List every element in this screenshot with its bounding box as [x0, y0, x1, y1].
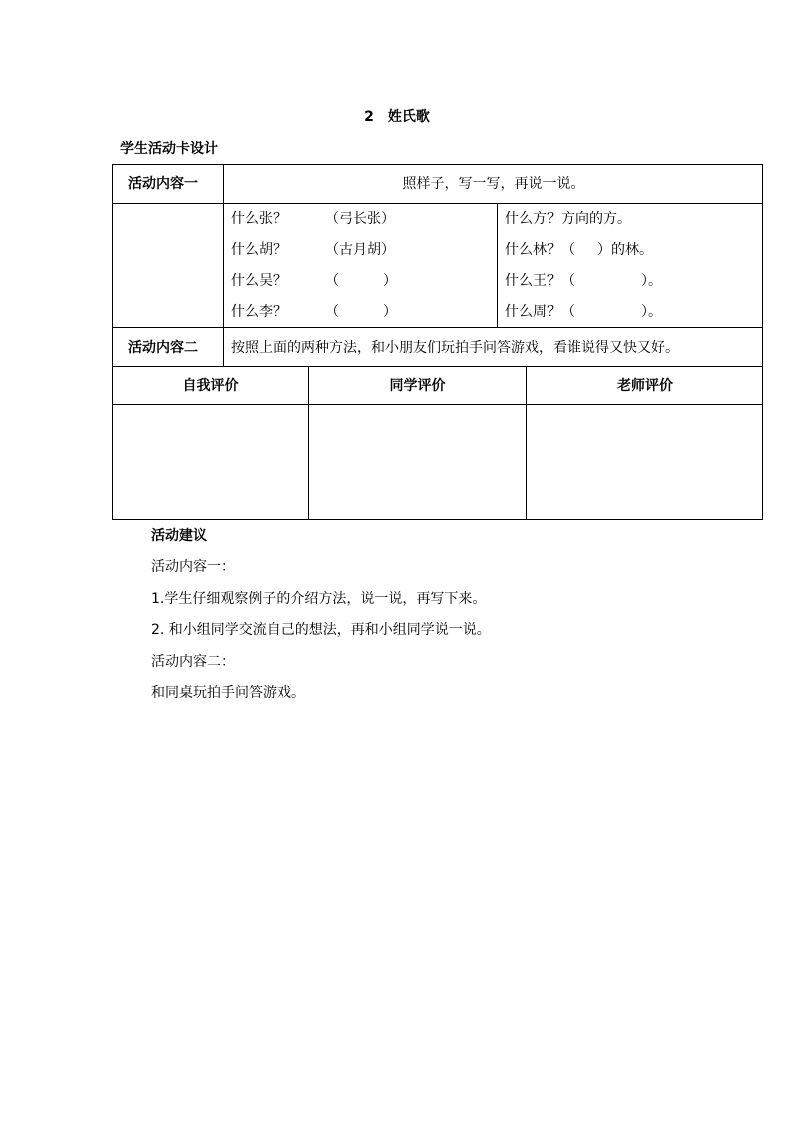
- teacher-evaluation-header: 老师评价: [617, 378, 673, 394]
- question-zhang: 什么张？: [231, 211, 287, 227]
- question-zhou: 什么周？（ ）。: [505, 304, 662, 320]
- question-li: 什么李？: [231, 304, 287, 320]
- answer-blank-li: （ ）: [325, 304, 397, 320]
- example-fang: 什么方？方向的方。: [505, 211, 631, 227]
- suggestions-part-one-label: 活动内容一：: [151, 559, 235, 575]
- table-divider: [497, 203, 498, 328]
- lesson-number: 2: [364, 109, 374, 125]
- answer-blank-wu: （ ）: [325, 273, 397, 289]
- answer-zhang: （弓长张）: [325, 211, 395, 227]
- table-divider: [223, 164, 224, 367]
- suggestions-heading: 活动建议: [151, 528, 207, 544]
- table-divider: [112, 203, 763, 204]
- activity-two-label: 活动内容二: [128, 340, 198, 356]
- suggestion-item: 2. 和小组同学交流自己的想法，再和小组同学说一说。: [151, 622, 491, 638]
- document-title: [0, 108, 794, 126]
- activity-two-instruction: 按照上面的两种方法，和小朋友们玩拍手问答游戏，看谁说得又快又好。: [231, 340, 679, 356]
- suggestions-part-two-label: 活动内容二：: [151, 654, 235, 670]
- table-divider: [112, 366, 763, 367]
- suggestion-item: 和同桌玩拍手问答游戏。: [151, 685, 305, 701]
- activity-one-instruction: 照样子，写一写，再说一说。: [402, 176, 585, 192]
- answer-hu: （古月胡）: [325, 242, 395, 258]
- card-subtitle: 学生活动卡设计: [120, 141, 218, 157]
- self-evaluation-header: 自我评价: [182, 378, 239, 394]
- question-wu: 什么吴？: [231, 273, 287, 289]
- question-wang: 什么王？（ ）。: [505, 273, 662, 289]
- question-hu: 什么胡？: [231, 242, 287, 258]
- peer-evaluation-header: 同学评价: [389, 378, 446, 394]
- table-divider: [112, 404, 763, 405]
- lesson-title: 姓氏歌: [387, 109, 430, 125]
- question-lin: 什么林？（ ）的林。: [505, 242, 653, 258]
- table-divider: [112, 327, 763, 328]
- suggestion-item: 1.学生仔细观察例子的介绍方法，说一说，再写下来。: [151, 591, 487, 607]
- activity-one-label: 活动内容一: [128, 176, 198, 192]
